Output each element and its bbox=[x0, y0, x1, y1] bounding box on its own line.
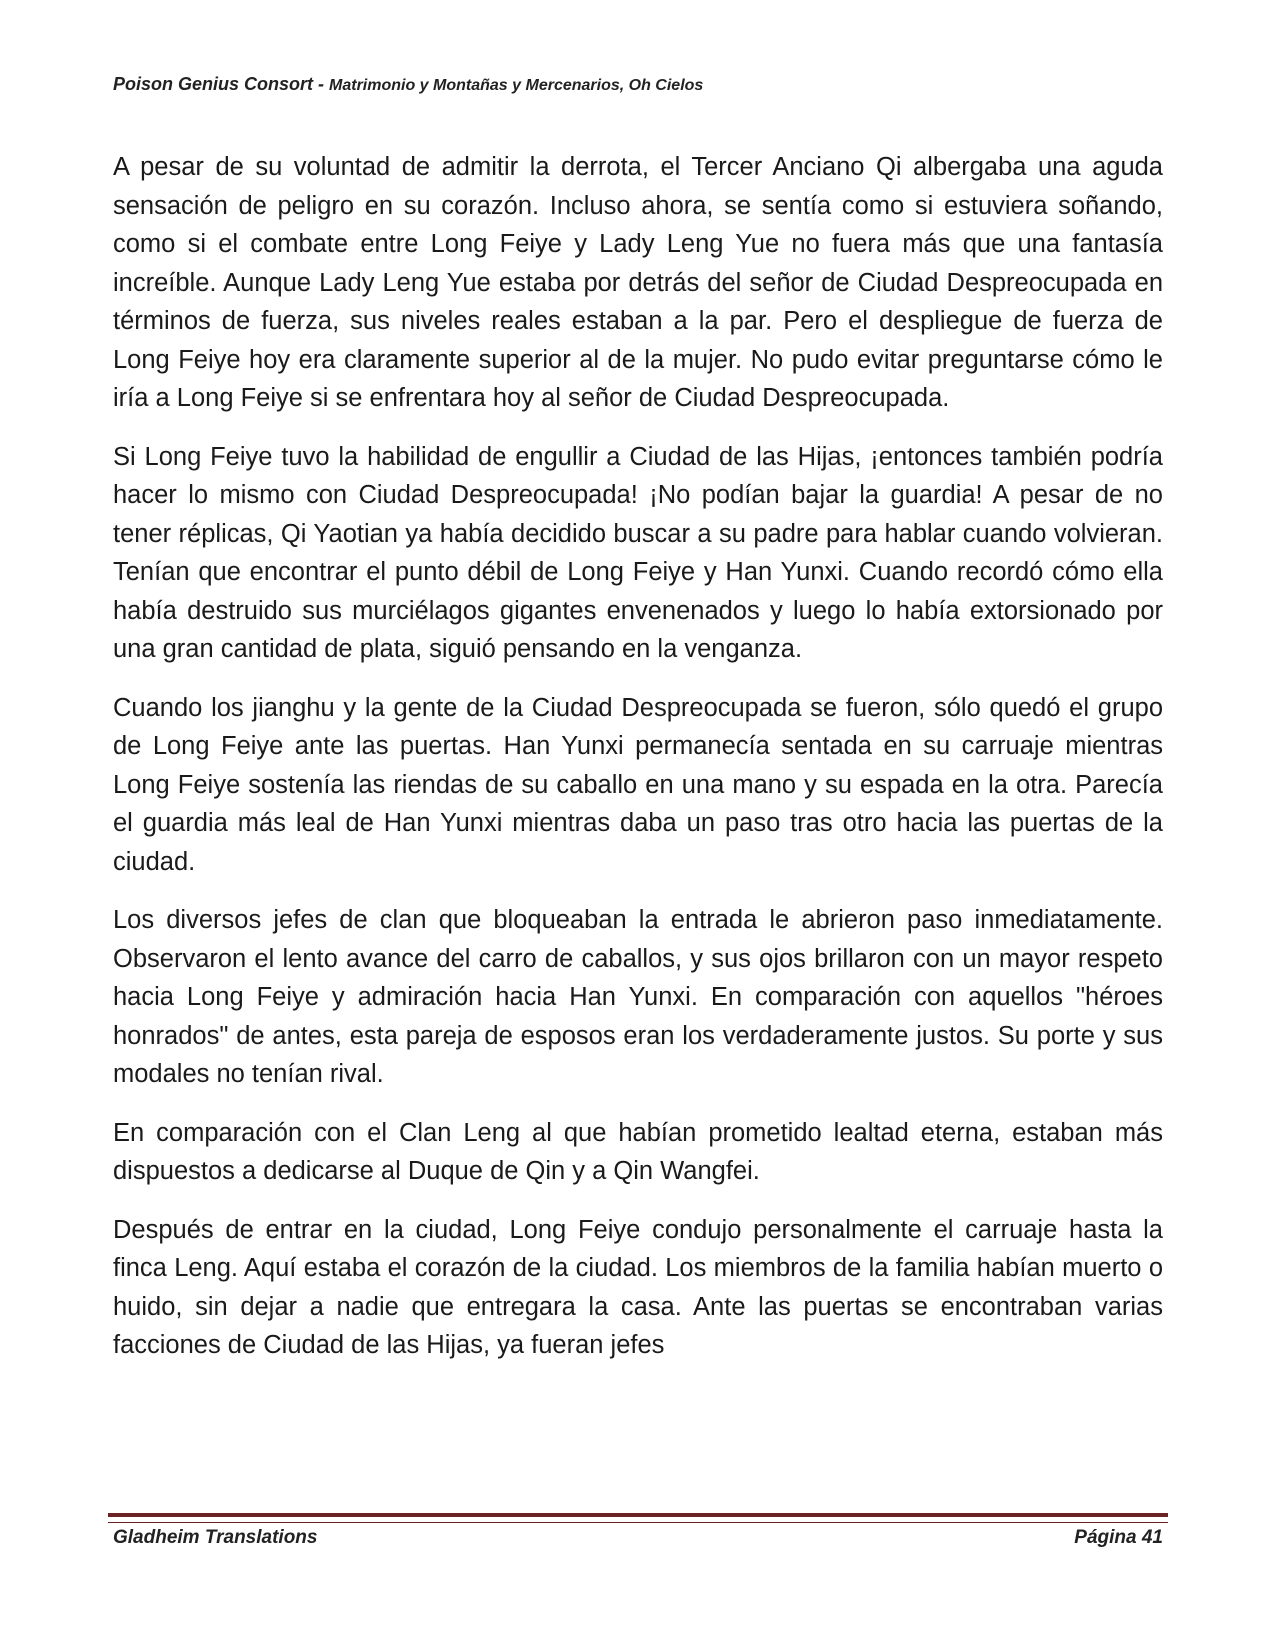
footer-divider bbox=[108, 1513, 1168, 1523]
running-header bbox=[113, 74, 1173, 95]
paragraph: En comparación con el Clan Leng al que habían prometido lealtad eterna, estaban más dispuestos a dedicarse al Duque de Qin y a Qin Wangfei. bbox=[113, 1118, 1163, 1185]
paragraph: Cuando los jianghu y la gente de la Ciudad Despreocupada se fueron, sólo quedó el grupo de Long Feiye ante las puertas. Han Yunxi permanecía sentada en su carruaje mientras Long Feiye sostenía las riendas de su caballo en una mano y su espada en la otra. Parecía el guardia más leal de Han Yunxi mientras daba un paso tras otro hacia las puertas de la ciudad. bbox=[113, 693, 1163, 876]
header-title: Poison Genius Consort bbox=[113, 74, 314, 94]
header-separator: - bbox=[313, 74, 330, 94]
paragraph: Después de entrar en la ciudad, Long Feiye condujo personalmente el carruaje hasta la finca Leng. Aquí estaba el corazón de la ciudad. Los miembros de la familia habían muerto o huido, sin dejar a nadie que entregara la casa. Ante las puertas se encontraban varias facciones de Ciudad de las Hijas, ya fueran jefes bbox=[113, 1215, 1163, 1359]
paragraph: A pesar de su voluntad de admitir la derrota, el Tercer Anciano Qi albergaba una aguda sensación de peligro en su corazón. Incluso ahora, se sentía como si estuviera soñando, como si el combate entre Long Feiye y Lady Leng Yue no fuera más que una fantasía increíble. Aunque Lady Leng Yue estaba por detrás del señor de Ciudad Despreocupada en términos de fuerza, sus niveles reales estaban a la par. Pero el despliegue de fuerza de Long Feiye hoy era claramente superior al de la mujer. No pudo evitar preguntarse cómo le iría a Long Feiye si se enfrentara hoy al señor de Ciudad Despreocupada. bbox=[113, 153, 1163, 412]
paragraph: Los diversos jefes de clan que bloqueaban la entrada le abrieron paso inmediatamente. Observaron el lento avance del carro de caballos, y sus ojos brillaron con un mayor respeto hacia Long Feiye y admiración hacia Han Yunxi. En comparación con aquellos "héroes honrados" de antes, esta pareja de esposos eran los verdaderamente justos. Su porte y sus modales no tenían rival. bbox=[113, 906, 1163, 1088]
footer-publisher: Gladheim Translations bbox=[113, 1527, 318, 1548]
page-number: Página 41 bbox=[1074, 1527, 1163, 1548]
header-subtitle: Matrimonio y Montañas y Mercenarios, Oh Cielos bbox=[329, 77, 704, 94]
document-body bbox=[113, 148, 1163, 1385]
paragraph: Si Long Feiye tuvo la habilidad de engullir a Ciudad de las Hijas, ¡entonces también podría hacer lo mismo con Ciudad Despreocupada! ¡No podían bajar la guardia! A pesar de no tener réplicas, Qi Yaotian ya había decidido buscar a su padre para hablar cuando volvieran. Tenían que encontrar el punto débil de Long Feiye y Han Yunxi. Cuando recordó cómo ella había destruido sus murciélagos gigantes envenenados y luego lo había extorsionado por una gran cantidad de plata, siguió pensando en la venganza. bbox=[113, 442, 1163, 663]
